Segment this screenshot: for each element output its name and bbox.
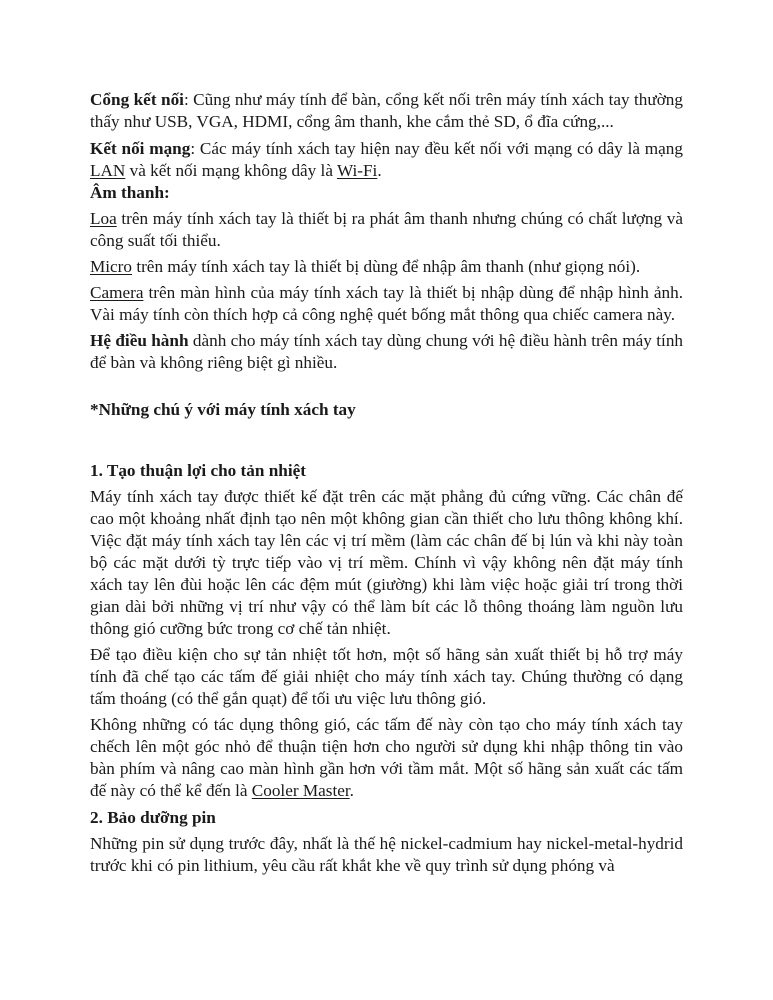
cooler-master-link[interactable]: Cooler Master [251,781,350,800]
micro-paragraph [90,256,683,278]
micro-link[interactable]: Micro [90,257,133,276]
os-text: dành cho máy tính xách tay dùng chung với hệ điều hành trên máy tính để bàn và không riêng biệt gì nhiều. [90,331,684,372]
speaker-paragraph [90,208,683,252]
lan-link[interactable]: LAN [90,161,126,180]
os-label: Hệ điều hành [90,331,189,350]
network-text: : Các máy tính xách tay hiện nay đều kết nối với mạng có dây là mạng [190,139,683,158]
camera-link[interactable]: Camera [90,283,144,302]
speaker-text: trên máy tính xách tay là thiết bị ra phát âm thanh nhưng chúng có chất lượng và công suất tối thiểu. [90,209,683,250]
section2-paragraph: Những pin sử dụng trước đây, nhất là thế hệ nickel-cadmium hay nickel-metal-hydrid trước khi có pin lithium, yêu cầu rất khắt khe về quy trình sử dụng phóng và [90,834,683,875]
ports-text: : Cũng như máy tính để bàn, cổng kết nối trên máy tính xách tay thường thấy như USB, VGA, HDMI, cổng âm thanh, khe cắm thẻ SD, ổ đĩa cứng,... [90,90,683,131]
network-label: Kết nối mạng [90,139,191,158]
os-paragraph [90,330,683,374]
camera-text: trên màn hình của máy tính xách tay là thiết bị nhập dùng để nhập hình ảnh. Vài máy tính còn thích hợp cả công nghệ quét bống mắt thông qua chiếc camera này. [90,283,683,324]
sound-heading: Âm thanh: [90,183,170,202]
document-page [90,89,683,877]
network-text-middle: và kết nối mạng không dây là [125,161,337,180]
section2-heading: 2. Bảo dưỡng pin [90,808,216,827]
ports-paragraph [90,89,683,133]
section1-paragraph-3-text: Không những có tác dụng thông gió, các tấm đế này còn tạo cho máy tính xách tay chếch lên một góc nhỏ để thuận tiện hơn cho người sử dụng khi nhập thông tin vào bàn phím và nâng cao màn hình gần hơn với tầm mắt. Một số hãng sản xuất các tấm đế này có thể kể đến là [90,715,683,800]
ports-label: Cổng kết nối [90,90,184,109]
section1-paragraph-3-end: . [349,781,354,800]
wifi-link[interactable]: Wi-Fi [336,161,378,180]
section1-paragraph-2: Để tạo điều kiện cho sự tản nhiệt tốt hơn, một số hãng sản xuất thiết bị hỗ trợ máy tính đã chế tạo các tấm đế giải nhiệt cho máy tính xách tay. Chúng thường có dạng tấm thoáng (có thể gắn quạt) để tối ưu việc lưu thông gió. [90,645,683,708]
speaker-link[interactable]: Loa [90,209,117,228]
section1-heading: 1. Tạo thuận lợi cho tản nhiệt [90,461,306,480]
network-text-end: . [377,161,382,180]
camera-paragraph [90,282,683,326]
section1-paragraph-3 [90,714,683,802]
notes-heading: *Những chú ý với máy tính xách tay [90,400,356,419]
micro-text: trên máy tính xách tay là thiết bị dùng để nhập âm thanh (như giọng nói). [132,257,641,276]
network-paragraph [90,138,683,182]
section1-paragraph-1: Máy tính xách tay được thiết kế đặt trên các mặt phẳng đủ cứng vững. Các chân đế cao một khoảng nhất định tạo nên một không gian cần thiết cho lưu thông không khí. Việc đặt máy tính xách tay lên các vị trí mềm (làm các chân đế bị lún và khi này toàn bộ các mặt dưới tỳ trực tiếp vào vị trí mềm. Chính vì vậy không nên đặt máy tính xách tay lên đùi hoặc lên các đệm mút (giường) khi làm việc hoặc giải trí trong thời gian dài bởi những vị trí như vậy có thể làm bít các lỗ thông thoáng làm nguồn lưu thông gió cưỡng bức trong cơ chế tản nhiệt. [90,487,683,638]
